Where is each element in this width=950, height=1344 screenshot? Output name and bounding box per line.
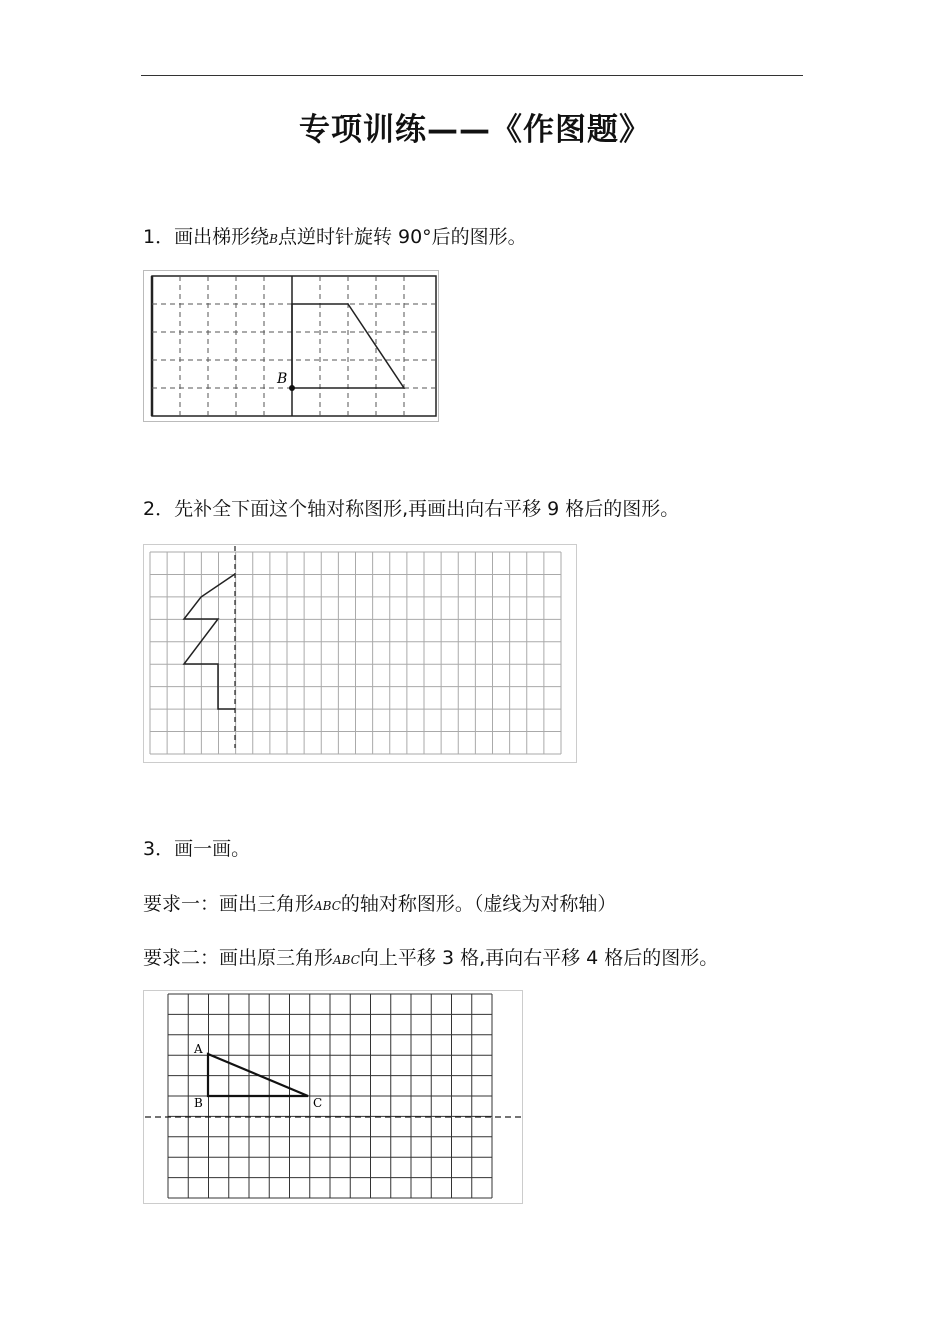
question-text: 画出梯形绕 <box>174 226 270 248</box>
figure-1-grid <box>143 270 439 422</box>
requirement-text: 的轴对称图形。（虚线为对称轴） <box>340 893 617 915</box>
requirement-2 <box>143 943 718 970</box>
question-text: 先补全下面这个轴对称图形,再画出向右平移 9 格后的图形。 <box>174 498 680 520</box>
triangle-label: ABC <box>314 899 341 913</box>
question-2 <box>143 494 679 521</box>
question-number: 3． <box>143 838 175 860</box>
question-text: 画一画。 <box>174 838 251 860</box>
triangle-label: ABC <box>333 953 360 967</box>
question-3 <box>143 834 250 861</box>
question-text: 点逆时针旋转 90°后的图形。 <box>277 226 527 248</box>
point-b-label: B <box>277 371 288 387</box>
figure-2-grid <box>143 544 577 763</box>
question-number: 2． <box>143 498 175 520</box>
question-1 <box>143 222 527 249</box>
header-rule <box>141 75 803 76</box>
requirement-1 <box>143 889 616 916</box>
vertex-c-label: C <box>313 1096 323 1110</box>
vertex-a-label: A <box>194 1042 203 1056</box>
point-label: B <box>269 232 278 246</box>
figure-3-grid <box>143 990 523 1204</box>
page-title: 专项训练——《作图题》 <box>299 112 651 148</box>
point-b-dot <box>289 385 295 391</box>
question-number: 1． <box>143 226 175 248</box>
requirement-text: 向上平移 3 格,再向右平移 4 格后的图形。 <box>359 947 719 969</box>
vertex-b-label: B <box>194 1096 203 1110</box>
requirement-text: 要求二：画出原三角形 <box>143 947 334 969</box>
requirement-text: 要求一：画出三角形 <box>143 893 315 915</box>
